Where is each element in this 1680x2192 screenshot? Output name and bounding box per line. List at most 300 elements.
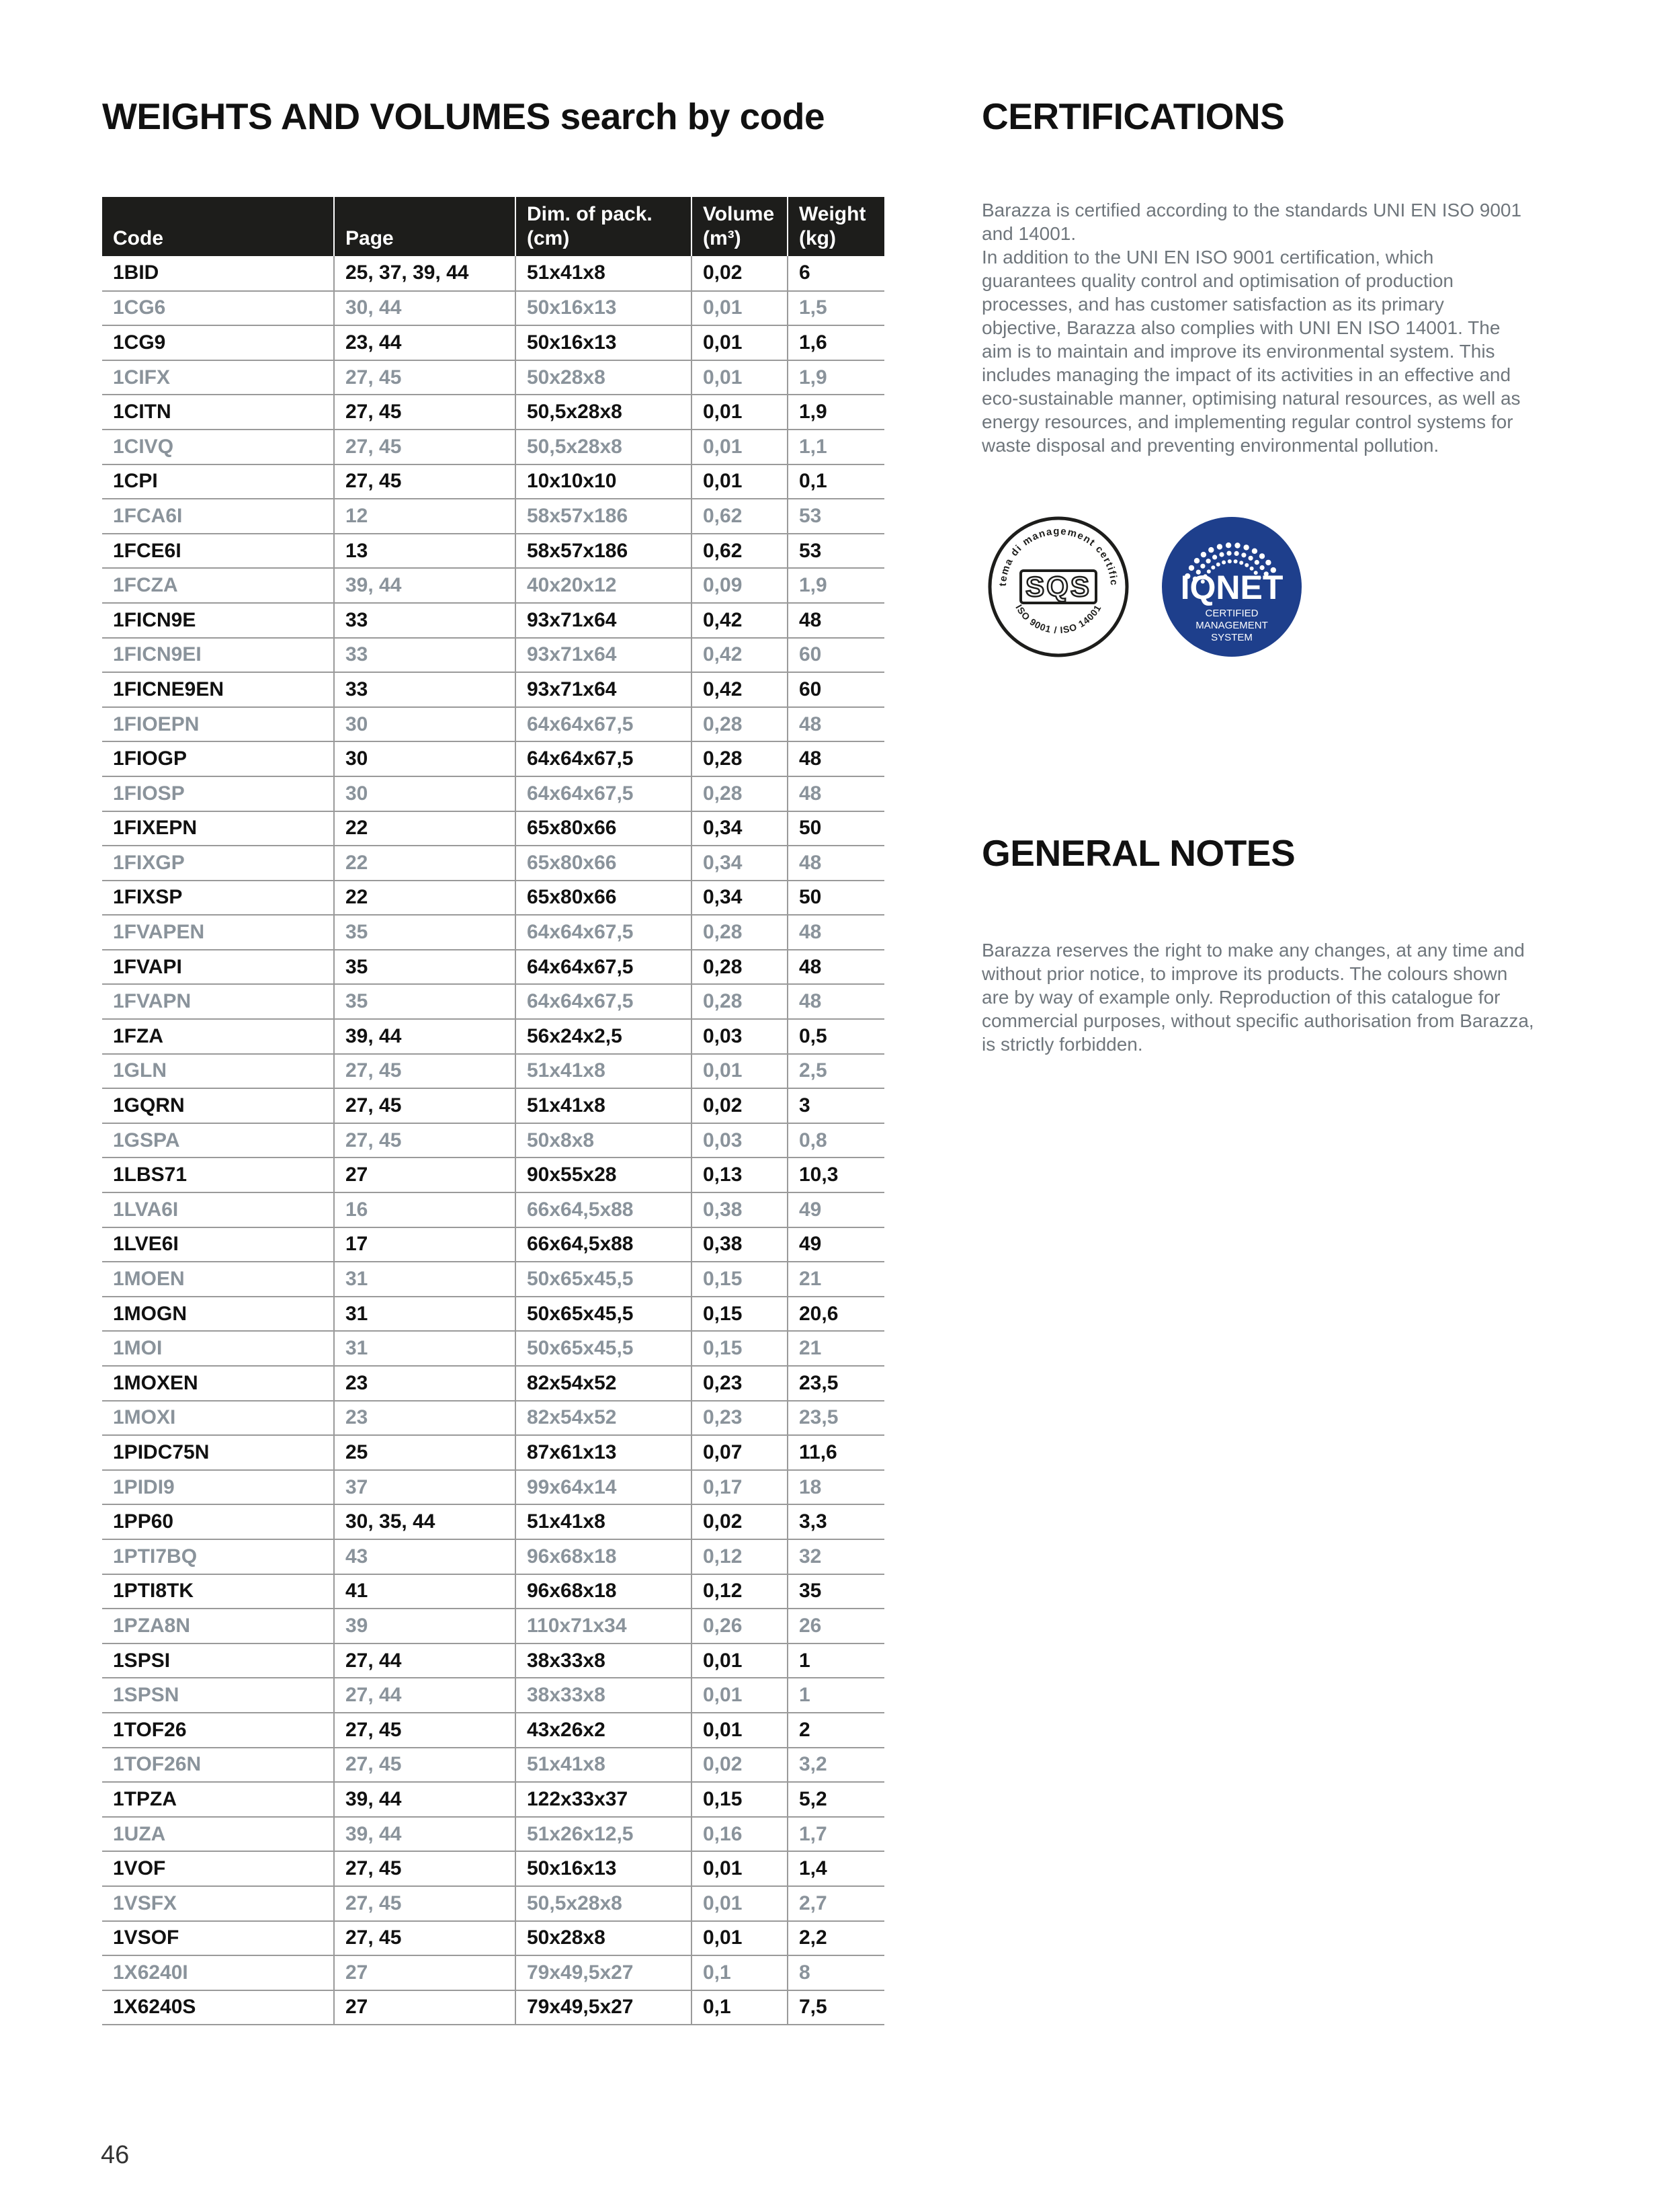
cell-page: 31 bbox=[334, 1331, 515, 1366]
cell-page: 30 bbox=[334, 776, 515, 811]
cell-volume: 0,16 bbox=[691, 1817, 788, 1852]
iqnet-dot bbox=[1201, 552, 1206, 557]
cell-volume: 0,01 bbox=[691, 1713, 788, 1748]
certifications-text-line: guarantees quality control and optimisation of production bbox=[982, 270, 1454, 291]
table-row bbox=[102, 1192, 884, 1227]
cell-page: 27, 44 bbox=[334, 1678, 515, 1713]
iqnet-dot bbox=[1200, 564, 1205, 569]
cell-volume: 0,01 bbox=[691, 1678, 788, 1713]
cell-dimensions: 38x33x8 bbox=[515, 1643, 691, 1678]
cell-page: 27, 44 bbox=[334, 1643, 515, 1678]
cell-code: 1UZA bbox=[102, 1817, 334, 1852]
cell-page: 27, 45 bbox=[334, 1748, 515, 1783]
cell-volume: 0,62 bbox=[691, 499, 788, 534]
cell-volume: 0,42 bbox=[691, 672, 788, 707]
cell-code: 1GQRN bbox=[102, 1088, 334, 1123]
table-row bbox=[102, 1713, 884, 1748]
cell-dimensions: 93x71x64 bbox=[515, 603, 691, 638]
cell-code: 1FIXSP bbox=[102, 881, 334, 916]
table-header-row bbox=[102, 197, 884, 256]
cell-dimensions: 87x61x13 bbox=[515, 1435, 691, 1470]
cell-page: 27, 45 bbox=[334, 1921, 515, 1956]
table-row bbox=[102, 881, 884, 916]
certifications-title: CERTIFICATIONS bbox=[982, 95, 1285, 137]
cell-volume: 0,02 bbox=[691, 256, 788, 291]
cell-weight: 60 bbox=[788, 672, 884, 707]
cell-dimensions: 50,5x28x8 bbox=[515, 395, 691, 430]
sqs-top-text: tema di management certific bbox=[997, 525, 1120, 587]
cell-volume: 0,1 bbox=[691, 1990, 788, 2025]
iqnet-dot bbox=[1241, 553, 1246, 557]
iqnet-dot bbox=[1255, 560, 1259, 565]
cell-weight: 2 bbox=[788, 1713, 884, 1748]
cell-page: 39 bbox=[334, 1609, 515, 1643]
cell-code: 1PTI7BQ bbox=[102, 1539, 334, 1574]
cell-dimensions: 110x71x34 bbox=[515, 1609, 691, 1643]
cell-code: 1LVA6I bbox=[102, 1192, 334, 1227]
cell-page: 22 bbox=[334, 846, 515, 881]
general-notes-text bbox=[982, 938, 1573, 1056]
table-row bbox=[102, 1782, 884, 1817]
cell-volume: 0,15 bbox=[691, 1297, 788, 1332]
cell-dimensions: 79x49,5x27 bbox=[515, 1955, 691, 1990]
certifications-text-line: eco-sustainable manner, optimising natural resources, as well as bbox=[982, 388, 1521, 409]
cell-weight: 21 bbox=[788, 1262, 884, 1297]
cell-volume: 0,01 bbox=[691, 1886, 788, 1921]
cell-volume: 0,28 bbox=[691, 776, 788, 811]
cell-weight: 2,2 bbox=[788, 1921, 884, 1956]
cell-page: 27, 45 bbox=[334, 1851, 515, 1886]
cell-dimensions: 65x80x66 bbox=[515, 881, 691, 916]
table-row bbox=[102, 1609, 884, 1643]
cell-volume: 0,01 bbox=[691, 395, 788, 430]
cell-volume: 0,15 bbox=[691, 1782, 788, 1817]
weights-volumes-title: WEIGHTS AND VOLUMES search by code bbox=[102, 95, 825, 137]
cell-page: 37 bbox=[334, 1470, 515, 1505]
iqnet-dot bbox=[1249, 556, 1253, 561]
cell-code: 1FCA6I bbox=[102, 499, 334, 534]
cell-page: 27, 45 bbox=[334, 360, 515, 395]
cell-code: 1FIOGP bbox=[102, 741, 334, 776]
cell-weight: 1 bbox=[788, 1643, 884, 1678]
cell-page: 17 bbox=[334, 1227, 515, 1262]
cell-weight: 53 bbox=[788, 534, 884, 569]
cell-code: 1PP60 bbox=[102, 1504, 334, 1539]
cell-dimensions: 51x41x8 bbox=[515, 1748, 691, 1783]
cell-volume: 0,01 bbox=[691, 360, 788, 395]
cell-dimensions: 65x80x66 bbox=[515, 811, 691, 846]
cell-volume: 0,02 bbox=[691, 1504, 788, 1539]
cell-code: 1CIVQ bbox=[102, 430, 334, 464]
cell-weight: 48 bbox=[788, 950, 884, 985]
table-row bbox=[102, 776, 884, 811]
cell-volume: 0,07 bbox=[691, 1435, 788, 1470]
general-notes-text-line: Barazza reserves the right to make any changes, at any time and bbox=[982, 940, 1525, 961]
cell-weight: 26 bbox=[788, 1609, 884, 1643]
cell-volume: 0,1 bbox=[691, 1955, 788, 1990]
cell-weight: 0,5 bbox=[788, 1019, 884, 1054]
cell-dimensions: 51x41x8 bbox=[515, 1088, 691, 1123]
cell-volume: 0,28 bbox=[691, 707, 788, 742]
table-row bbox=[102, 1227, 884, 1262]
table-row bbox=[102, 1574, 884, 1609]
cell-dimensions: 50,5x28x8 bbox=[515, 430, 691, 464]
cell-code: 1FICN9E bbox=[102, 603, 334, 638]
cell-weight: 23,5 bbox=[788, 1401, 884, 1436]
cell-weight: 1,9 bbox=[788, 568, 884, 603]
table-row bbox=[102, 672, 884, 707]
cell-weight: 48 bbox=[788, 776, 884, 811]
cell-volume: 0,09 bbox=[691, 568, 788, 603]
cell-weight: 11,6 bbox=[788, 1435, 884, 1470]
cell-dimensions: 93x71x64 bbox=[515, 672, 691, 707]
cell-code: 1SPSI bbox=[102, 1643, 334, 1678]
cell-volume: 0,02 bbox=[691, 1748, 788, 1783]
cell-dimensions: 79x49,5x27 bbox=[515, 1990, 691, 2025]
general-notes-text-line: without prior notice, to improve its products. The colours shown bbox=[982, 963, 1508, 984]
cell-volume: 0,02 bbox=[691, 1088, 788, 1123]
table-row bbox=[102, 395, 884, 430]
cell-code: 1CPI bbox=[102, 464, 334, 499]
table-row bbox=[102, 1262, 884, 1297]
cell-weight: 10,3 bbox=[788, 1158, 884, 1192]
cell-page: 39, 44 bbox=[334, 1782, 515, 1817]
cell-dimensions: 64x64x67,5 bbox=[515, 776, 691, 811]
cell-weight: 3,2 bbox=[788, 1748, 884, 1783]
table-row bbox=[102, 1123, 884, 1158]
cell-volume: 0,01 bbox=[691, 430, 788, 464]
cell-volume: 0,42 bbox=[691, 603, 788, 638]
certifications-text-line: In addition to the UNI EN ISO 9001 certification, which bbox=[982, 247, 1434, 268]
table-row bbox=[102, 464, 884, 499]
weights-volumes-section bbox=[102, 91, 882, 2025]
table-row bbox=[102, 950, 884, 985]
cell-code: 1PIDI9 bbox=[102, 1470, 334, 1505]
cell-dimensions: 50x16x13 bbox=[515, 291, 691, 326]
general-notes-title: GENERAL NOTES bbox=[982, 832, 1296, 874]
iqnet-dot bbox=[1259, 553, 1265, 559]
cell-weight: 2,7 bbox=[788, 1886, 884, 1921]
certifications-text-line: processes, and has customer satisfaction as its primary bbox=[982, 294, 1444, 315]
table-row bbox=[102, 1504, 884, 1539]
cell-code: 1GSPA bbox=[102, 1123, 334, 1158]
cell-dimensions: 50x16x13 bbox=[515, 1851, 691, 1886]
cell-dimensions: 122x33x37 bbox=[515, 1782, 691, 1817]
cell-code: 1CIFX bbox=[102, 360, 334, 395]
cell-dimensions: 90x55x28 bbox=[515, 1158, 691, 1192]
cell-weight: 53 bbox=[788, 499, 884, 534]
cell-weight: 23,5 bbox=[788, 1366, 884, 1401]
cell-weight: 48 bbox=[788, 846, 884, 881]
table-row bbox=[102, 291, 884, 326]
cell-dimensions: 82x54x52 bbox=[515, 1401, 691, 1436]
cell-code: 1TPZA bbox=[102, 1782, 334, 1817]
cell-volume: 0,15 bbox=[691, 1331, 788, 1366]
table-row bbox=[102, 1366, 884, 1401]
cell-page: 33 bbox=[334, 603, 515, 638]
cell-volume: 0,38 bbox=[691, 1192, 788, 1227]
cell-code: 1MOXI bbox=[102, 1401, 334, 1436]
cell-page: 30, 35, 44 bbox=[334, 1504, 515, 1539]
iqnet-dot bbox=[1226, 551, 1231, 556]
cell-weight: 0,1 bbox=[788, 464, 884, 499]
cell-code: 1LBS71 bbox=[102, 1158, 334, 1192]
certifications-text-line: and 14001. bbox=[982, 223, 1077, 244]
iqnet-dot bbox=[1239, 561, 1243, 565]
cell-volume: 0,01 bbox=[691, 325, 788, 360]
cell-volume: 0,28 bbox=[691, 915, 788, 950]
cell-dimensions: 51x41x8 bbox=[515, 256, 691, 291]
cell-page: 35 bbox=[334, 950, 515, 985]
cell-code: 1X6240S bbox=[102, 1990, 334, 2025]
cell-volume: 0,38 bbox=[691, 1227, 788, 1262]
certifications-text-line: waste disposal and preventing environmental pollution. bbox=[982, 435, 1439, 456]
header-weight: Weight (kg) bbox=[788, 197, 884, 256]
cell-dimensions: 93x71x64 bbox=[515, 638, 691, 673]
table-body bbox=[102, 256, 884, 2025]
cell-page: 41 bbox=[334, 1574, 515, 1609]
weights-volumes-table bbox=[102, 197, 884, 2025]
table-row bbox=[102, 811, 884, 846]
cell-code: 1CG9 bbox=[102, 325, 334, 360]
cell-page: 25, 37, 39, 44 bbox=[334, 256, 515, 291]
iqnet-line-2: MANAGEMENT bbox=[1195, 620, 1268, 631]
cell-volume: 0,28 bbox=[691, 741, 788, 776]
cell-code: 1FZA bbox=[102, 1019, 334, 1054]
iqnet-name: IQNET bbox=[1180, 569, 1284, 606]
cell-weight: 1,5 bbox=[788, 291, 884, 326]
cell-code: 1FICNE9EN bbox=[102, 672, 334, 707]
sqs-logo bbox=[982, 513, 1127, 655]
cell-weight: 48 bbox=[788, 741, 884, 776]
cell-weight: 1,4 bbox=[788, 1851, 884, 1886]
table-row bbox=[102, 360, 884, 395]
header-dim-of-pack: Dim. of pack. (cm) bbox=[515, 197, 691, 256]
cell-code: 1FIXEPN bbox=[102, 811, 334, 846]
table-row bbox=[102, 1955, 884, 1990]
cell-code: 1MOXEN bbox=[102, 1366, 334, 1401]
cell-page: 30, 44 bbox=[334, 291, 515, 326]
cell-weight: 49 bbox=[788, 1192, 884, 1227]
cell-code: 1SPSN bbox=[102, 1678, 334, 1713]
cell-page: 27, 45 bbox=[334, 1123, 515, 1158]
cell-dimensions: 82x54x52 bbox=[515, 1366, 691, 1401]
cell-weight: 2,5 bbox=[788, 1054, 884, 1089]
cell-code: 1PZA8N bbox=[102, 1609, 334, 1643]
table-row bbox=[102, 1297, 884, 1332]
table-row bbox=[102, 1088, 884, 1123]
cell-weight: 48 bbox=[788, 984, 884, 1019]
cell-weight: 49 bbox=[788, 1227, 884, 1262]
cell-code: 1CG6 bbox=[102, 291, 334, 326]
table-row bbox=[102, 1435, 884, 1470]
cell-code: 1FIXGP bbox=[102, 846, 334, 881]
table-row bbox=[102, 534, 884, 569]
table-row bbox=[102, 1054, 884, 1089]
cell-weight: 18 bbox=[788, 1470, 884, 1505]
cell-weight: 48 bbox=[788, 915, 884, 950]
cell-weight: 8 bbox=[788, 1955, 884, 1990]
cell-volume: 0,17 bbox=[691, 1470, 788, 1505]
cell-code: 1MOI bbox=[102, 1331, 334, 1366]
certification-logos bbox=[982, 513, 1385, 661]
cell-weight: 1,6 bbox=[788, 325, 884, 360]
table-row bbox=[102, 707, 884, 742]
header-page: Page bbox=[334, 197, 515, 256]
right-column bbox=[982, 91, 1573, 1055]
table-row bbox=[102, 568, 884, 603]
cell-page: 13 bbox=[334, 534, 515, 569]
page-number: 46 bbox=[101, 2141, 130, 2169]
cell-dimensions: 50x16x13 bbox=[515, 325, 691, 360]
cell-page: 35 bbox=[334, 915, 515, 950]
cell-dimensions: 10x10x10 bbox=[515, 464, 691, 499]
cell-weight: 1,1 bbox=[788, 430, 884, 464]
table-row bbox=[102, 1921, 884, 1956]
cell-dimensions: 50x28x8 bbox=[515, 360, 691, 395]
cell-page: 27 bbox=[334, 1955, 515, 1990]
iqnet-dot bbox=[1226, 542, 1231, 548]
cell-dimensions: 51x26x12,5 bbox=[515, 1817, 691, 1852]
header-code: Code bbox=[102, 197, 334, 256]
cell-volume: 0,01 bbox=[691, 1054, 788, 1089]
cell-weight: 48 bbox=[788, 707, 884, 742]
cell-page: 35 bbox=[334, 984, 515, 1019]
iqnet-dot bbox=[1243, 544, 1249, 550]
cell-dimensions: 50x28x8 bbox=[515, 1921, 691, 1956]
cell-dimensions: 99x64x14 bbox=[515, 1470, 691, 1505]
cell-weight: 1,9 bbox=[788, 395, 884, 430]
table-row bbox=[102, 1019, 884, 1054]
cell-dimensions: 64x64x67,5 bbox=[515, 707, 691, 742]
cell-dimensions: 40x20x12 bbox=[515, 568, 691, 603]
cell-dimensions: 96x68x18 bbox=[515, 1539, 691, 1574]
cell-page: 31 bbox=[334, 1297, 515, 1332]
cell-code: 1FCZA bbox=[102, 568, 334, 603]
cell-dimensions: 51x41x8 bbox=[515, 1504, 691, 1539]
table-row bbox=[102, 915, 884, 950]
table-row bbox=[102, 430, 884, 464]
certifications-text-line: Barazza is certified according to the standards UNI EN ISO 9001 bbox=[982, 200, 1522, 220]
cell-weight: 50 bbox=[788, 811, 884, 846]
table-row bbox=[102, 741, 884, 776]
cell-volume: 0,62 bbox=[691, 534, 788, 569]
certifications-text-line: aim is to maintain and improve its environmental system. This bbox=[982, 341, 1495, 362]
cell-page: 27, 45 bbox=[334, 395, 515, 430]
cell-code: 1MOEN bbox=[102, 1262, 334, 1297]
cell-weight: 5,2 bbox=[788, 1782, 884, 1817]
cell-code: 1BID bbox=[102, 256, 334, 291]
cell-volume: 0,01 bbox=[691, 1643, 788, 1678]
cell-page: 33 bbox=[334, 672, 515, 707]
cell-weight: 1 bbox=[788, 1678, 884, 1713]
cell-volume: 0,34 bbox=[691, 811, 788, 846]
cell-page: 33 bbox=[334, 638, 515, 673]
table-row bbox=[102, 603, 884, 638]
general-notes-text-line: are by way of example only. Reproduction of this catalogue for bbox=[982, 987, 1501, 1008]
cell-page: 16 bbox=[334, 1192, 515, 1227]
cell-dimensions: 64x64x67,5 bbox=[515, 915, 691, 950]
cell-weight: 0,8 bbox=[788, 1123, 884, 1158]
certification-logos-svg bbox=[982, 513, 1385, 661]
cell-dimensions: 64x64x67,5 bbox=[515, 950, 691, 985]
cell-volume: 0,03 bbox=[691, 1019, 788, 1054]
cell-volume: 0,01 bbox=[691, 1921, 788, 1956]
cell-page: 39, 44 bbox=[334, 1019, 515, 1054]
table-row bbox=[102, 1331, 884, 1366]
cell-volume: 0,34 bbox=[691, 881, 788, 916]
iqnet-dot bbox=[1222, 561, 1226, 565]
cell-page: 31 bbox=[334, 1262, 515, 1297]
table-row bbox=[102, 499, 884, 534]
iqnet-dot bbox=[1194, 558, 1200, 563]
cell-volume: 0,03 bbox=[691, 1123, 788, 1158]
cell-volume: 0,26 bbox=[691, 1609, 788, 1643]
iqnet-dot bbox=[1228, 559, 1232, 563]
cell-dimensions: 64x64x67,5 bbox=[515, 984, 691, 1019]
cell-volume: 0,13 bbox=[691, 1158, 788, 1192]
certifications-text-line: objective, Barazza also complies with UNI EN ISO 14001. The bbox=[982, 317, 1501, 338]
cell-code: 1FVAPN bbox=[102, 984, 334, 1019]
cell-volume: 0,34 bbox=[691, 846, 788, 881]
cell-page: 27, 45 bbox=[334, 1054, 515, 1089]
cell-dimensions: 65x80x66 bbox=[515, 846, 691, 881]
table-row bbox=[102, 325, 884, 360]
iqnet-dot bbox=[1208, 547, 1214, 553]
cell-code: 1TOF26N bbox=[102, 1748, 334, 1783]
cell-page: 27, 45 bbox=[334, 1088, 515, 1123]
table-row bbox=[102, 1886, 884, 1921]
cell-page: 27, 45 bbox=[334, 1886, 515, 1921]
table-row bbox=[102, 1678, 884, 1713]
cell-code: 1FVAPEN bbox=[102, 915, 334, 950]
cell-page: 12 bbox=[334, 499, 515, 534]
cell-volume: 0,01 bbox=[691, 291, 788, 326]
cell-code: 1X6240I bbox=[102, 1955, 334, 1990]
iqnet-dot bbox=[1217, 544, 1222, 549]
cell-dimensions: 66x64,5x88 bbox=[515, 1227, 691, 1262]
iqnet-dot bbox=[1234, 542, 1240, 548]
cell-volume: 0,28 bbox=[691, 950, 788, 985]
iqnet-dot bbox=[1206, 559, 1211, 563]
table-row bbox=[102, 1990, 884, 2025]
iqnet-logo bbox=[1162, 517, 1302, 657]
cell-page: 30 bbox=[334, 707, 515, 742]
iqnet-line-3: SYSTEM bbox=[1211, 632, 1253, 643]
cell-dimensions: 58x57x186 bbox=[515, 534, 691, 569]
cell-page: 30 bbox=[334, 741, 515, 776]
table-row bbox=[102, 1851, 884, 1886]
cell-code: 1VSOF bbox=[102, 1921, 334, 1956]
cell-code: 1VSFX bbox=[102, 1886, 334, 1921]
cell-weight: 48 bbox=[788, 603, 884, 638]
cell-dimensions: 43x26x2 bbox=[515, 1713, 691, 1748]
cell-dimensions: 50x65x45,5 bbox=[515, 1262, 691, 1297]
table-row bbox=[102, 984, 884, 1019]
cell-volume: 0,01 bbox=[691, 1851, 788, 1886]
cell-code: 1CITN bbox=[102, 395, 334, 430]
iqnet-dot bbox=[1234, 551, 1239, 556]
certifications-text-line: includes managing the impact of its activities in an effective and bbox=[982, 364, 1511, 385]
table-row bbox=[102, 846, 884, 881]
table-row bbox=[102, 1817, 884, 1852]
cell-code: 1FCE6I bbox=[102, 534, 334, 569]
cell-page: 39, 44 bbox=[334, 1817, 515, 1852]
cell-volume: 0,23 bbox=[691, 1401, 788, 1436]
table-row bbox=[102, 1470, 884, 1505]
iqnet-dot bbox=[1234, 559, 1238, 563]
cell-code: 1VOF bbox=[102, 1851, 334, 1886]
